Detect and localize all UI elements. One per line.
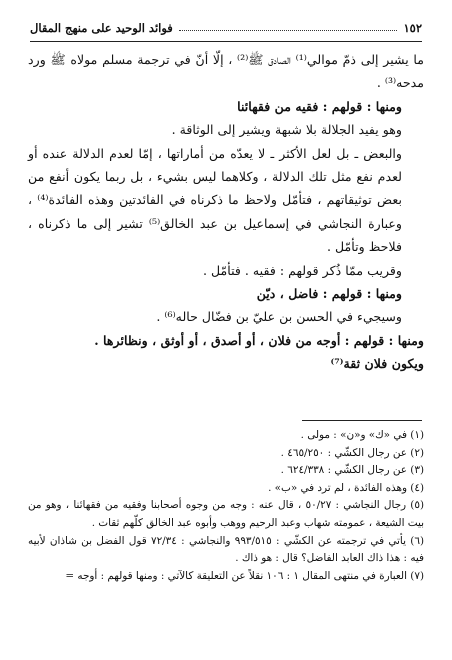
running-title: فوائد الوحيد على منهج المقال xyxy=(30,21,173,35)
paragraph-3: والبعض ـ بل لعل الأكثر ـ لا يعدّه من أماراتها ، إمّا لعدم الدلالة عنده أو لعدم نفع مثل تلك الدلالة ، وكلاهما ليس بشيء ، بل ربما يكون أنفع من بعض توثيقاتهم ، فتأمّل ولاحظ ما ذكرناه في الفائدتين وهذه الفائدة⁽⁴⁾ ، وعبارة النجاشي في إسماعيل بن عبد الخالق⁽⁵⁾ تشير إلى ما ذكرناه ، فلاحظ وتأمّل . xyxy=(28,145,402,255)
header-dot-leader xyxy=(179,30,398,31)
paragraph-1: ما يشير إلى ذمّ موالي⁽¹⁾ الصادق ﷺ⁽²⁾ ، إلّا أنّ في ترجمة مسلم مولاه ﷺ ورد مدحه⁽³⁾ . xyxy=(28,52,425,91)
page-number: ١٥٢ xyxy=(403,21,422,35)
footnote-4: (٤) وهذه الفائدة ، لم ترد في «ب» . xyxy=(268,481,424,494)
section-heading-fadil: ومنها : قولهم : فاضل ، ديّن xyxy=(256,286,402,302)
paragraph-5: وسيجيء في الحسن بن عليّ بن فضّال حاله⁽⁶⁾ . xyxy=(156,309,402,325)
section-heading-awjah: ومنها : قولهم : أوجه من فلان ، أو أصدق ، أو أوثق ، ونظائرها . xyxy=(94,332,424,348)
footnote-3: (٣) عن رجال الكشّي : ٦٢٤/٣٣٨ . xyxy=(280,464,424,477)
footnotes xyxy=(28,427,424,585)
section-heading-faqih: ومنها : قولهم : فقيه من فقهائنا xyxy=(237,98,402,114)
main-text xyxy=(28,48,424,376)
footnote-2: (٢) عن رجال الكشّي : ٤٦٥/٢٥٠ . xyxy=(280,446,424,459)
paragraph-2: وهو يفيد الجلالة بلا شبهة ويشير إلى الوثاقة . xyxy=(171,122,402,138)
footnote-1: (١) في «ك» و«ن» : مولى . xyxy=(300,429,424,441)
paragraph-4: وقريب ممّا ذُكر قولهم : فقيه . فتأمّل . xyxy=(202,262,402,278)
footnote-6: (٦) يأتي في ترجمته عن الكشّي : ٩٩٣/٥١٥ والنجاشي : ٧٢/٣٤ قول الفضل بن شاذان لأبيه فيه : هذا ذاك العابد الفاضل؟ قال : هو ذاك . xyxy=(28,534,424,565)
footnote-7: (٧) العبارة في منتهى المقال ١ : ١٠٦ نقلاً عن التعليقة كالآتي : ومنها قولهم : أوجه = xyxy=(65,569,424,582)
page-header xyxy=(30,17,422,39)
section-heading-thiqa: ويكون فلان ثقة⁽⁷⁾ xyxy=(330,356,424,372)
footnote-5: (٥) رجال النجاشي : ٥٠/٢٧ ، قال عنه : وجه من وجوه أصحابنا وفقيه من فقهائنا ، وهو من بيت الشيعة ، عمومته شهاب وعبد الرحيم ووهب وأبوه عبد الخالق كلّهم ثقات . xyxy=(28,499,424,529)
header-rule xyxy=(30,41,422,42)
footnote-separator xyxy=(302,420,422,421)
